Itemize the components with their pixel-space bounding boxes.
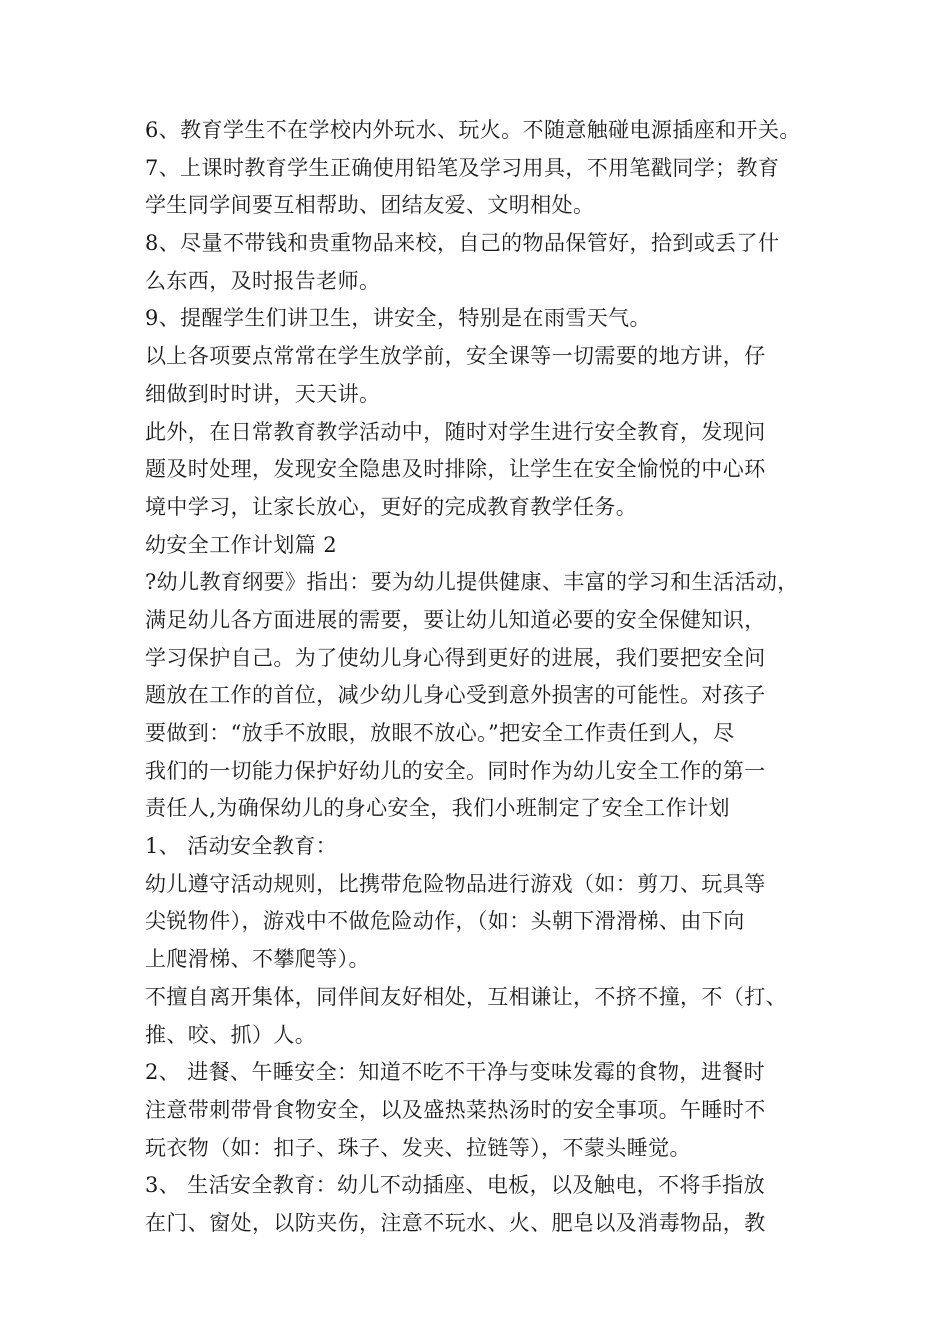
text-line: 学习保护自己。为了使幼儿身心得到更好的进展，我们要把安全问 (145, 645, 766, 670)
text-line: 在门、窗处，以防夹伤，注意不玩水、火、肥皂以及消毒物品，教 (145, 1210, 766, 1235)
text-line: 7、上课时教育学生正确使用铅笔及学习用具，不用笔戳同学；教育 (145, 155, 780, 180)
text-line: 9、提醒学生们讲卫生，讲安全，特别是在雨雪天气。 (145, 306, 651, 331)
text-line: 题放在工作的首位，减少幼儿身心受到意外损害的可能性。对孩子 (145, 683, 766, 708)
text-line: 尖锐物件），游戏中不做危险动作，（如：头朝下滑滑梯、由下向 (145, 909, 745, 934)
text-line: 题及时处理，发现安全隐患及时排除，让学生在安全愉悦的中心环 (145, 457, 766, 482)
section-heading: 幼安全工作计划篇 2 (145, 532, 338, 557)
text-line: 幼儿遵守活动规则，比携带危险物品进行游戏（如：剪刀、玩具等 (145, 871, 766, 896)
text-line: 细做到时时讲，天天讲。 (145, 381, 381, 406)
text-line: 我们的一切能力保护好幼儿的安全。同时作为幼儿安全工作的第一 (145, 758, 766, 783)
text-line: 玩衣物（如：扣子、珠子、发夹、拉链等），不蒙头睡觉。 (145, 1135, 691, 1160)
list-item-heading: 3、 生活安全教育：幼儿不动插座、电板，以及触电，不将手指放 (145, 1173, 766, 1198)
text-line: 8、尽量不带钱和贵重物品来校，自己的物品保管好，拾到或丢了什 (145, 231, 780, 256)
text-line: 责任人,为确保幼儿的身心安全，我们小班制定了安全工作计划 (145, 796, 730, 821)
text-line: 此外，在日常教育教学活动中，随时对学生进行安全教育，发现问 (145, 419, 766, 444)
text-line: 么东西，及时报告老师。 (145, 268, 381, 293)
text-line: 6、教育学生不在学校内外玩水、玩火。不随意触碰电源插座和开关。 (145, 118, 801, 142)
list-item-heading: 1、 活动安全教育： (145, 834, 338, 859)
text-line: 不擅自离开集体，同伴间友好相处，互相谦让，不挤不撞，不（打、 (145, 984, 787, 1009)
text-line: 推、咬、抓）人。 (145, 1022, 317, 1047)
text-line: 注意带刺带骨食物安全，以及盛热菜热汤时的安全事项。午睡时不 (145, 1097, 766, 1122)
text-line: 境中学习，让家长放心，更好的完成教育教学任务。 (145, 494, 638, 519)
document-body (145, 112, 845, 1243)
text-line: 以上各项要点常常在学生放学前，安全课等一切需要的地方讲，仔 (145, 344, 766, 369)
text-line: ?幼儿教育纲要》指出：要为幼儿提供健康、丰富的学习和生活活动， (145, 570, 799, 595)
text-line: 满足幼儿各方面进展的需要，要让幼儿知道必要的安全保健知识， (145, 607, 766, 632)
text-line: 学生同学间要互相帮助、团结友爱、文明相处。 (145, 193, 595, 218)
text-line: 要做到：“放手不放眼，放眼不放心。”把安全工作责任到人，尽 (145, 721, 735, 745)
text-line: 上爬滑梯、不攀爬等）。 (145, 947, 370, 972)
list-item-heading: 2、 进餐、午睡安全：知道不吃不干净与变味发霉的食物，进餐时 (145, 1060, 766, 1085)
